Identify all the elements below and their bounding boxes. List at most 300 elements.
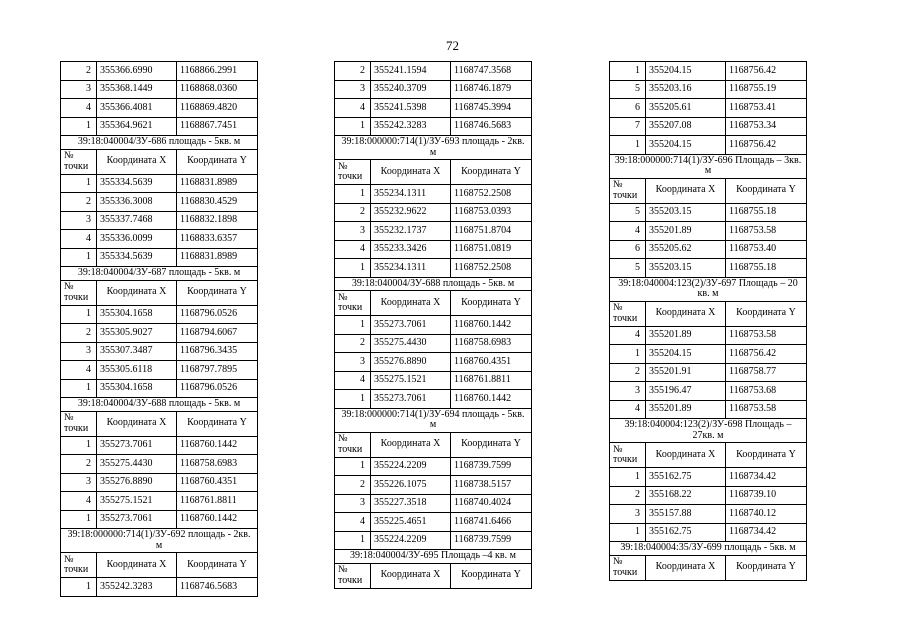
coordinate-y: 1168797.7895: [177, 361, 258, 380]
parcel-title: 39:18:040004:35/ЗУ-699 площадь - 5кв. м: [610, 542, 807, 556]
coordinate-y: 1168734.42: [726, 468, 807, 487]
coordinate-x: 355162.75: [646, 523, 726, 542]
table-row: [610, 486, 807, 505]
point-number: 2: [610, 363, 646, 382]
point-number: 1: [335, 316, 371, 335]
coordinate-x-header: Координата X: [97, 553, 177, 578]
coordinate-y: 1168755.18: [726, 259, 807, 278]
table-row: [61, 436, 258, 455]
coordinate-x: 355201.91: [646, 363, 726, 382]
table-row: [61, 99, 258, 118]
coordinate-x-header: Координата X: [646, 443, 726, 468]
coordinate-x: 355204.15: [646, 62, 726, 81]
table-row: [610, 400, 807, 419]
point-number-header: № точки: [335, 563, 371, 588]
table-row: [61, 379, 258, 398]
coordinate-y-header: Координата Y: [451, 291, 532, 316]
coordinate-x: 355232.9622: [371, 203, 451, 222]
table-header-row: [610, 555, 807, 580]
coordinate-y: 1168756.42: [726, 62, 807, 81]
table-header-row: [610, 178, 807, 203]
table-row: [610, 382, 807, 401]
point-number: 1: [335, 457, 371, 476]
table-row: [335, 494, 532, 513]
table-row: [335, 334, 532, 353]
coordinate-x: 355368.1449: [97, 80, 177, 99]
point-number: 2: [335, 334, 371, 353]
table-row: [61, 211, 258, 230]
table-row: [610, 222, 807, 241]
point-number: 1: [61, 174, 97, 193]
coordinate-x: 355232.1737: [371, 222, 451, 241]
table-row: [335, 316, 532, 335]
point-number-header: № точки: [335, 291, 371, 316]
point-number: 1: [61, 436, 97, 455]
table-row: [610, 345, 807, 364]
coordinate-x: 355273.7061: [97, 510, 177, 529]
point-number-header: № точки: [335, 432, 371, 457]
coordinate-y: 1168760.1442: [451, 390, 532, 409]
coordinate-y-header: Координата Y: [726, 178, 807, 203]
coordinate-x: 355224.2209: [371, 457, 451, 476]
coordinate-x-header: Координата X: [646, 301, 726, 326]
point-number-header: № точки: [610, 178, 646, 203]
table-row: [610, 240, 807, 259]
parcel-title: 39:18:000000:714(1)/ЗУ-694 площадь - 5кв. м: [335, 408, 532, 432]
point-number: 1: [335, 117, 371, 136]
table-row: [610, 259, 807, 278]
coordinate-x: 355201.89: [646, 400, 726, 419]
point-number: 6: [610, 240, 646, 259]
coordinate-x: 355203.15: [646, 203, 726, 222]
point-number: 2: [610, 486, 646, 505]
coordinate-x: 355275.1521: [371, 371, 451, 390]
parcel-title: 39:18:000000:714(1)/ЗУ-696 Площадь – 3кв. м: [610, 154, 807, 178]
coordinate-x: 355366.6990: [97, 62, 177, 81]
coordinate-y-header: Координата Y: [451, 432, 532, 457]
point-number: 1: [610, 345, 646, 364]
coordinate-x: 355307.3487: [97, 342, 177, 361]
coordinate-x: 355275.1521: [97, 492, 177, 511]
table-row: [610, 203, 807, 222]
coordinate-x: 355305.9027: [97, 324, 177, 343]
table-row: [61, 473, 258, 492]
coordinate-x: 355207.08: [646, 117, 726, 136]
table-header-row: [335, 563, 532, 588]
point-number: 6: [610, 99, 646, 118]
table-row: [335, 390, 532, 409]
table-row: [335, 185, 532, 204]
coordinate-x: 355234.1311: [371, 185, 451, 204]
coordinate-x-header: Координата X: [646, 555, 726, 580]
table-header-row: [610, 301, 807, 326]
coordinate-y: 1168753.41: [726, 99, 807, 118]
coordinate-y: 1168753.58: [726, 222, 807, 241]
point-number: 4: [61, 492, 97, 511]
parcel-title-row: [610, 542, 807, 556]
table-row: [61, 117, 258, 136]
point-number: 4: [335, 99, 371, 118]
point-number: 4: [610, 400, 646, 419]
point-number: 1: [335, 185, 371, 204]
parcel-title: 39:18:000000:714(1)/ЗУ-693 площадь - 2кв. м: [335, 136, 532, 160]
point-number: 4: [61, 230, 97, 249]
coordinate-y: 1168832.1898: [177, 211, 258, 230]
point-number: 7: [610, 117, 646, 136]
coordinate-x: 355204.15: [646, 136, 726, 155]
table-row: [335, 240, 532, 259]
point-number: 5: [610, 203, 646, 222]
point-number: 1: [61, 248, 97, 267]
point-number: 2: [61, 62, 97, 81]
coordinate-y: 1168740.12: [726, 505, 807, 524]
point-number: 3: [335, 353, 371, 372]
coordinate-x: 355233.3426: [371, 240, 451, 259]
parcel-title-row: [610, 419, 807, 443]
parcel-title-row: [61, 398, 258, 412]
point-number: 2: [335, 62, 371, 81]
coordinate-x: 355366.4081: [97, 99, 177, 118]
point-number: 1: [610, 468, 646, 487]
table-header-row: [61, 553, 258, 578]
coordinate-y: 1168869.4820: [177, 99, 258, 118]
coordinate-y-header: Координата Y: [451, 160, 532, 185]
coordinates-table: [334, 61, 532, 589]
coordinate-y: 1168738.5157: [451, 476, 532, 495]
point-number: 4: [610, 222, 646, 241]
coordinate-x: 355168.22: [646, 486, 726, 505]
coordinate-x: 355205.61: [646, 99, 726, 118]
point-number: 1: [61, 578, 97, 597]
parcel-title: 39:18:040004/ЗУ-695 Площадь –4 кв. м: [335, 550, 532, 564]
point-number: 3: [335, 222, 371, 241]
coordinates-column-1: [60, 61, 257, 597]
parcel-title-row: [335, 550, 532, 564]
coordinate-y-header: Координата Y: [451, 563, 532, 588]
coordinates-column-2: [334, 61, 531, 589]
table-row: [61, 248, 258, 267]
coordinate-x: 355334.5639: [97, 174, 177, 193]
coordinate-x: 355364.9621: [97, 117, 177, 136]
coordinate-x-header: Координата X: [371, 432, 451, 457]
parcel-title: 39:18:040004/ЗУ-686 площадь - 5кв. м: [61, 136, 258, 150]
coordinate-y: 1168752.2508: [451, 259, 532, 278]
coordinate-y-header: Координата Y: [726, 555, 807, 580]
parcel-title-row: [610, 154, 807, 178]
point-number-header: № точки: [61, 280, 97, 305]
coordinate-x: 355304.1658: [97, 305, 177, 324]
parcel-title: 39:18:040004/ЗУ-687 площадь - 5кв. м: [61, 267, 258, 281]
coordinate-y: 1168758.6983: [177, 455, 258, 474]
point-number: 2: [61, 455, 97, 474]
coordinate-y: 1168796.3435: [177, 342, 258, 361]
coordinate-x: 355273.7061: [97, 436, 177, 455]
coordinate-y: 1168755.18: [726, 203, 807, 222]
coordinate-y: 1168760.1442: [451, 316, 532, 335]
point-number: 4: [610, 326, 646, 345]
table-row: [335, 531, 532, 550]
point-number: 2: [335, 203, 371, 222]
coordinate-y: 1168753.34: [726, 117, 807, 136]
coordinate-y: 1168755.19: [726, 80, 807, 99]
coordinate-y: 1168761.8811: [451, 371, 532, 390]
table-header-row: [335, 291, 532, 316]
coordinate-y: 1168746.5683: [451, 117, 532, 136]
table-row: [335, 222, 532, 241]
point-number: 3: [610, 505, 646, 524]
point-number: 2: [61, 193, 97, 212]
coordinate-y: 1168758.6983: [451, 334, 532, 353]
point-number: 3: [610, 382, 646, 401]
coordinate-y-header: Координата Y: [177, 553, 258, 578]
table-row: [61, 305, 258, 324]
coordinate-y: 1168753.68: [726, 382, 807, 401]
coordinate-y: 1168796.0526: [177, 379, 258, 398]
table-row: [610, 468, 807, 487]
coordinate-x: 355337.7468: [97, 211, 177, 230]
coordinate-y: 1168739.7599: [451, 531, 532, 550]
coordinate-x: 355196.47: [646, 382, 726, 401]
coordinate-y: 1168745.3994: [451, 99, 532, 118]
parcel-title: 39:18:040004/ЗУ-688 площадь - 5кв. м: [335, 277, 532, 291]
coordinate-y: 1168746.5683: [177, 578, 258, 597]
point-number-header: № точки: [610, 301, 646, 326]
table-header-row: [335, 432, 532, 457]
coordinate-y: 1168756.42: [726, 136, 807, 155]
coordinate-y: 1168753.0393: [451, 203, 532, 222]
point-number: 4: [335, 240, 371, 259]
coordinate-y: 1168753.40: [726, 240, 807, 259]
coordinate-x: 355336.0099: [97, 230, 177, 249]
table-row: [61, 492, 258, 511]
coordinate-x: 355203.16: [646, 80, 726, 99]
coordinate-y: 1168751.0819: [451, 240, 532, 259]
point-number: 4: [335, 371, 371, 390]
table-row: [61, 324, 258, 343]
point-number: 2: [61, 324, 97, 343]
point-number-header: № точки: [610, 443, 646, 468]
coordinate-y: 1168739.10: [726, 486, 807, 505]
point-number: 3: [335, 494, 371, 513]
coordinate-y: 1168747.3568: [451, 62, 532, 81]
coordinate-y: 1168751.8704: [451, 222, 532, 241]
parcel-title-row: [335, 277, 532, 291]
coordinate-x: 355242.3283: [97, 578, 177, 597]
coordinate-y: 1168740.4024: [451, 494, 532, 513]
coordinate-x: 355305.6118: [97, 361, 177, 380]
coordinate-y: 1168752.2508: [451, 185, 532, 204]
coordinate-x: 355201.89: [646, 222, 726, 241]
coordinate-x-header: Координата X: [371, 160, 451, 185]
parcel-title: 39:18:000000:714(1)/ЗУ-692 площадь - 2кв. м: [61, 529, 258, 553]
coordinate-y-header: Координата Y: [177, 411, 258, 436]
point-number: 3: [61, 211, 97, 230]
table-row: [335, 117, 532, 136]
coordinate-x: 355304.1658: [97, 379, 177, 398]
coordinate-x: 355275.4430: [371, 334, 451, 353]
point-number: 1: [335, 531, 371, 550]
point-number: 1: [610, 136, 646, 155]
coordinate-x: 355273.7061: [371, 316, 451, 335]
table-row: [61, 361, 258, 380]
parcel-title-row: [61, 529, 258, 553]
coordinate-x-header: Координата X: [97, 280, 177, 305]
coordinate-y: 1168866.2991: [177, 62, 258, 81]
coordinate-x: 355241.5398: [371, 99, 451, 118]
table-header-row: [61, 280, 258, 305]
point-number: 4: [61, 99, 97, 118]
point-number-header: № точки: [61, 149, 97, 174]
coordinate-x-header: Координата X: [97, 149, 177, 174]
coordinate-y: 1168734.42: [726, 523, 807, 542]
table-row: [61, 174, 258, 193]
point-number: 5: [610, 80, 646, 99]
coordinate-y: 1168741.6466: [451, 513, 532, 532]
coordinate-x: 355224.2209: [371, 531, 451, 550]
coordinate-y: 1168760.1442: [177, 510, 258, 529]
coordinate-y: 1168831.8989: [177, 174, 258, 193]
table-row: [610, 136, 807, 155]
table-row: [335, 371, 532, 390]
table-row: [61, 230, 258, 249]
coordinate-y: 1168796.0526: [177, 305, 258, 324]
coordinate-y: 1168833.6357: [177, 230, 258, 249]
coordinate-x: 355226.1075: [371, 476, 451, 495]
parcel-title: 39:18:040004:123(2)/ЗУ-698 Площадь – 27кв. м: [610, 419, 807, 443]
coordinate-x: 355225.4651: [371, 513, 451, 532]
table-row: [610, 80, 807, 99]
coordinate-y: 1168867.7451: [177, 117, 258, 136]
coordinate-x: 355204.15: [646, 345, 726, 364]
table-row: [335, 80, 532, 99]
coordinate-x: 355242.3283: [371, 117, 451, 136]
point-number: 2: [335, 476, 371, 495]
coordinate-x: 355241.1594: [371, 62, 451, 81]
coordinate-x: 355273.7061: [371, 390, 451, 409]
coordinate-x: 355234.1311: [371, 259, 451, 278]
table-row: [335, 62, 532, 81]
point-number: 1: [335, 259, 371, 278]
coordinate-y: 1168760.4351: [177, 473, 258, 492]
point-number: 3: [335, 80, 371, 99]
coordinate-x-header: Координата X: [646, 178, 726, 203]
table-header-row: [335, 160, 532, 185]
parcel-title-row: [335, 136, 532, 160]
coordinate-x: 355201.89: [646, 326, 726, 345]
point-number: 1: [610, 62, 646, 81]
coordinate-y-header: Координата Y: [177, 149, 258, 174]
coordinate-y: 1168868.0360: [177, 80, 258, 99]
table-row: [61, 193, 258, 212]
table-row: [610, 523, 807, 542]
coordinate-x: 355240.3709: [371, 80, 451, 99]
parcel-title-row: [61, 136, 258, 150]
table-row: [61, 80, 258, 99]
point-number: 3: [61, 80, 97, 99]
table-row: [61, 578, 258, 597]
coordinate-x-header: Координата X: [371, 291, 451, 316]
coordinate-y: 1168831.8989: [177, 248, 258, 267]
coordinate-y: 1168794.6067: [177, 324, 258, 343]
coordinate-x: 355276.8890: [97, 473, 177, 492]
table-row: [610, 363, 807, 382]
point-number: 1: [335, 390, 371, 409]
coordinate-x-header: Координата X: [371, 563, 451, 588]
point-number: 4: [335, 513, 371, 532]
coordinate-x: 355157.88: [646, 505, 726, 524]
table-row: [335, 457, 532, 476]
coordinate-x: 355334.5639: [97, 248, 177, 267]
coordinates-table: [60, 61, 258, 597]
table-row: [335, 203, 532, 222]
table-row: [61, 510, 258, 529]
coordinate-x: 355203.15: [646, 259, 726, 278]
coordinate-x: 355162.75: [646, 468, 726, 487]
table-row: [335, 353, 532, 372]
point-number: 1: [61, 305, 97, 324]
coordinate-x-header: Координата X: [97, 411, 177, 436]
parcel-title: 39:18:040004/ЗУ-688 площадь - 5кв. м: [61, 398, 258, 412]
coordinate-y: 1168739.7599: [451, 457, 532, 476]
coordinate-x: 355227.3518: [371, 494, 451, 513]
table-row: [335, 99, 532, 118]
parcel-title-row: [335, 408, 532, 432]
table-row: [610, 117, 807, 136]
coordinate-y: 1168830.4529: [177, 193, 258, 212]
coordinate-y: 1168753.58: [726, 326, 807, 345]
point-number: 1: [61, 117, 97, 136]
point-number: 5: [610, 259, 646, 278]
table-header-row: [61, 411, 258, 436]
table-row: [610, 62, 807, 81]
parcel-title: 39:18:040004:123(2)/ЗУ-697 Площадь – 20 кв. м: [610, 277, 807, 301]
table-row: [61, 342, 258, 361]
table-row: [335, 259, 532, 278]
point-number: 1: [61, 379, 97, 398]
table-row: [61, 62, 258, 81]
table-header-row: [61, 149, 258, 174]
coordinate-y-header: Координата Y: [177, 280, 258, 305]
coordinate-y: 1168760.4351: [451, 353, 532, 372]
coordinate-y: 1168758.77: [726, 363, 807, 382]
table-row: [610, 326, 807, 345]
point-number: 3: [61, 473, 97, 492]
point-number: 4: [61, 361, 97, 380]
point-number: 1: [610, 523, 646, 542]
coordinate-y: 1168756.42: [726, 345, 807, 364]
point-number: 1: [61, 510, 97, 529]
table-header-row: [610, 443, 807, 468]
coordinate-x: 355276.8890: [371, 353, 451, 372]
coordinate-x: 355205.62: [646, 240, 726, 259]
coordinates-table: [609, 61, 807, 581]
point-number-header: № точки: [610, 555, 646, 580]
coordinate-y: 1168761.8811: [177, 492, 258, 511]
coordinate-x: 355336.3008: [97, 193, 177, 212]
coordinate-y-header: Координата Y: [726, 301, 807, 326]
coordinate-y: 1168760.1442: [177, 436, 258, 455]
table-row: [335, 476, 532, 495]
coordinate-x: 355275.4430: [97, 455, 177, 474]
table-row: [335, 513, 532, 532]
point-number: 3: [61, 342, 97, 361]
coordinate-y: 1168753.58: [726, 400, 807, 419]
coordinate-y-header: Координата Y: [726, 443, 807, 468]
point-number-header: № точки: [61, 553, 97, 578]
table-row: [610, 99, 807, 118]
page-number: 72: [446, 38, 459, 53]
table-row: [610, 505, 807, 524]
